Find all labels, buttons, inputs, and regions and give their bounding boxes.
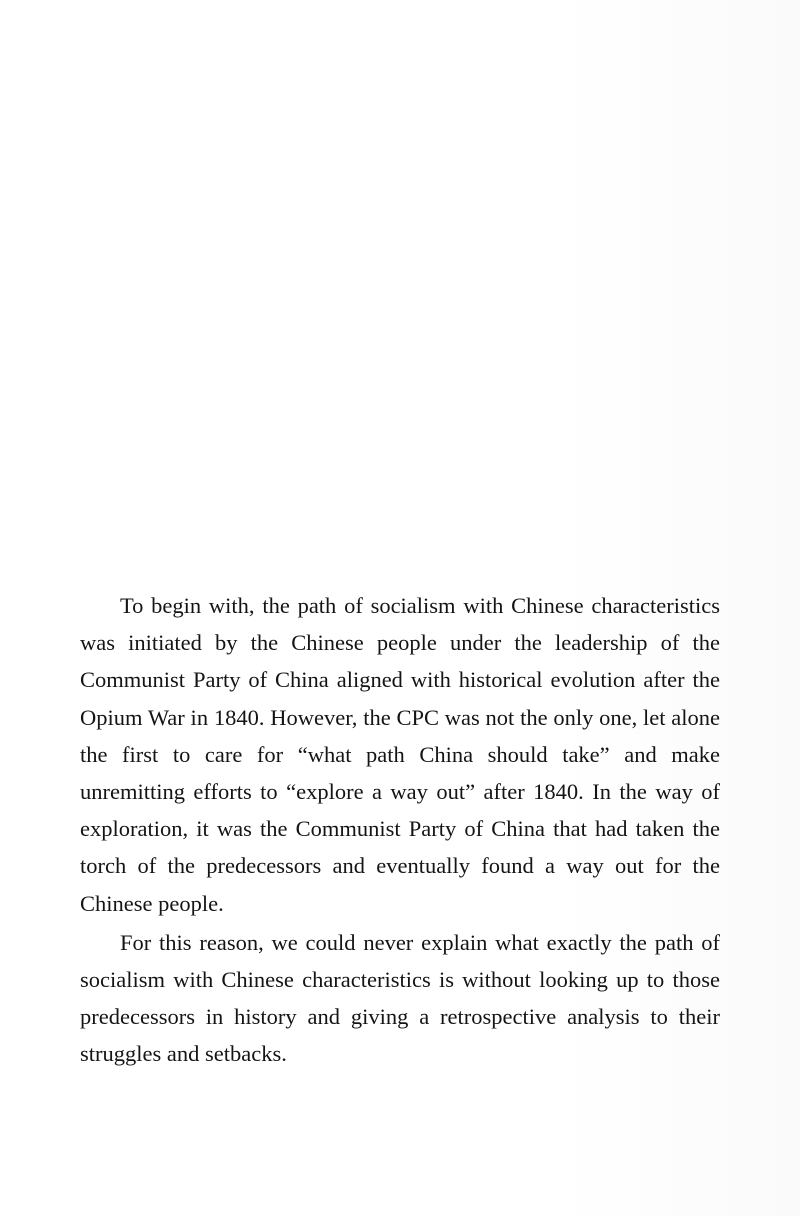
paragraph-1: To begin with, the path of socialism with Chinese characteristics was initiated by the Chinese people under the leadership of the Communist Party of China aligned with historical evolution after the Opium War in 1840. However, the CPC was not the only one, let alone the first to care for “what path China should take” and make unremitting efforts to “explore a way out” after 1840. In the way of exploration, it was the Communist Party of China that had taken the torch of the predecessors and eventually found a way out for the Chinese people. [80, 593, 720, 916]
body-text [80, 587, 720, 1073]
paragraph-2: For this reason, we could never explain what exactly the path of socialism with Chinese characteristics is without looking up to those predecessors in history and giving a retrospective analysis to their struggles and setbacks. [80, 929, 720, 1067]
